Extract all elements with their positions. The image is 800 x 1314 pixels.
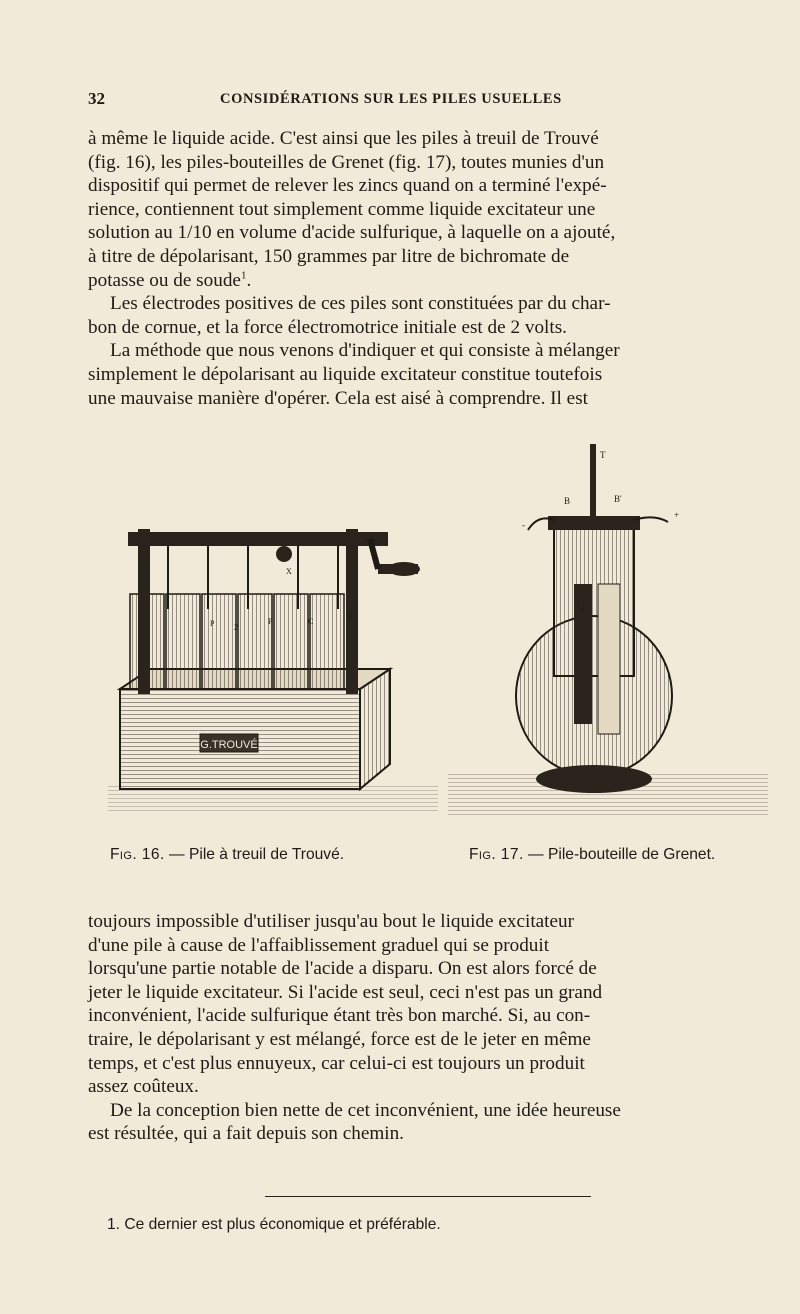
page-number: 32 xyxy=(88,89,105,108)
footnote-number: 1. xyxy=(107,1216,121,1233)
fig16-letter: P xyxy=(210,619,215,628)
text-line: jeter le liquide excitateur. Si l'acide est seul, ceci n'est pas un grand xyxy=(88,981,603,1003)
paragraph-1 xyxy=(88,127,756,292)
fig17-letter: C xyxy=(578,602,585,612)
fig16-letter: C xyxy=(308,617,314,626)
text-line: rience, contiennent tout simplement comme liquide excitateur une xyxy=(88,198,596,220)
text-line: temps, et c'est plus ennuyeux, car celui-ci est toujours un produit xyxy=(88,1052,585,1074)
paragraph-5 xyxy=(88,1099,756,1146)
text-line: inconvénient, l'acide sulfurique étant très bon marché. Si, au con- xyxy=(88,1005,591,1027)
fig16-letter: X xyxy=(286,567,292,576)
text-line: toujours impossible d'utiliser jusqu'au bout le liquide excitateur xyxy=(88,911,574,932)
fig16-box-label: G.TROUVÉ xyxy=(200,739,258,751)
fig16-letter: P xyxy=(268,617,273,626)
running-title: CONSIDÉRATIONS SUR LES PILES USUELLES xyxy=(220,91,562,107)
fig17-letter: T xyxy=(600,450,606,460)
paragraph-4 xyxy=(88,910,756,1099)
text-line: à titre de dépolarisant, 150 grammes par litre de bichromate de xyxy=(88,245,570,267)
fig16-caption xyxy=(110,846,344,864)
text-line: une mauvaise manière d'opérer. Cela est aisé à comprendre. Il est xyxy=(88,387,588,409)
text-line: assez coûteux. xyxy=(88,1076,199,1098)
figures-area xyxy=(108,434,768,834)
fig17-letter: + xyxy=(674,510,680,520)
text-line: lorsqu'une partie notable de l'acide a disparu. On est alors forcé de xyxy=(88,958,597,980)
text-line: à même le liquide acide. C'est ainsi que les piles à treuil de Trouvé xyxy=(88,128,599,149)
text-line: (fig. 16), les piles-bouteilles de Grenet (fig. 17), toutes munies d'un xyxy=(88,151,605,173)
paragraph-3 xyxy=(88,339,756,410)
paragraph-2 xyxy=(88,292,756,339)
fig17-letter: B' xyxy=(614,494,622,504)
fig17-title: — Pile-bouteille de Grenet. xyxy=(528,846,716,863)
text-line: simplement le dépolarisant au liquide excitateur constitue toutefois xyxy=(88,363,603,385)
text-line: bon de cornue, et la force électromotrice initiale est de 2 volts. xyxy=(88,316,567,338)
figures-illustration xyxy=(108,434,768,834)
text-line: solution au 1/10 en volume d'acide sulfurique, à laquelle on a ajouté, xyxy=(88,222,616,244)
fig16-drawing xyxy=(108,529,438,814)
fig17-letter: B xyxy=(564,496,571,506)
fig17-caption xyxy=(469,846,715,864)
text-line: dispositif qui permet de relever les zincs quand on a terminé l'expé- xyxy=(88,175,607,197)
fig16-letter: P xyxy=(348,613,353,622)
body-text-top xyxy=(88,127,756,410)
fig17-letter: - xyxy=(522,520,525,530)
text-line: est résultée, qui a fait depuis son chemin. xyxy=(88,1123,404,1145)
text-line: La méthode que nous venons d'indiquer et qui consiste à mélanger xyxy=(110,340,620,362)
footnote-divider xyxy=(265,1196,591,1197)
fig16-title: — Pile à treuil de Trouvé. xyxy=(169,846,345,863)
text-line: potasse ou de soude$^1$. xyxy=(88,269,252,291)
body-text-bottom xyxy=(88,910,756,1146)
footnote-ref[interactable]: 1 xyxy=(240,269,247,282)
fig16-number: Fig. 16. xyxy=(110,846,165,863)
text-line: d'une pile à cause de l'affaiblissement graduel qui se produit xyxy=(88,934,550,956)
footnote-text: Ce dernier est plus économique et préférable. xyxy=(124,1216,441,1233)
text-line: Les électrodes positives de ces piles sont constituées par du char- xyxy=(110,293,611,315)
fig17-drawing xyxy=(448,444,768,816)
fig16-letter: Z xyxy=(234,623,239,632)
footnote xyxy=(107,1216,441,1234)
fig17-number: Fig. 17. xyxy=(469,846,524,863)
text-line: traire, le dépolarisant y est mélangé, force est de le jeter en même xyxy=(88,1028,591,1050)
text-line: De la conception bien nette de cet inconvénient, une idée heureuse xyxy=(110,1099,621,1121)
